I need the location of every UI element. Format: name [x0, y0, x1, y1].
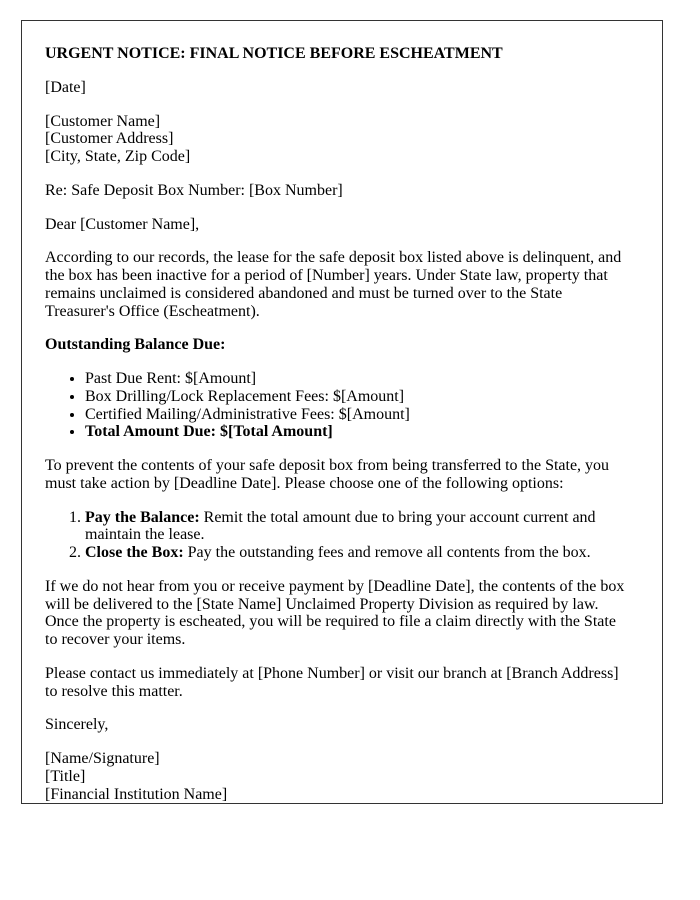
recipient-block: [45, 113, 629, 166]
option-pay-balance-text: Remit the total amount due to bring your account current and maintain the lease.: [85, 508, 596, 544]
closing: Sincerely,: [45, 716, 109, 734]
balance-list: [45, 370, 629, 441]
option-close-box-text: Pay the outstanding fees and remove all contents from the box.: [183, 544, 591, 561]
option-close-box-label: Close the Box:: [85, 544, 184, 561]
intro-paragraph: According to our records, the lease for the safe deposit box listed above is delinquent, and the box has been inactive for a period of [Number] years. Under State law, property that remains unclaimed is considered abandoned and must be turned over to the State Treasurer's Office (Escheatment).: [45, 249, 622, 320]
consequence-paragraph: If we do not hear from you or receive payment by [Deadline Date], the contents of the box will be delivered to the [State Name] Unclaimed Property Division as required by law. Once the property is escheated, you will be required to file a claim directly with the State to recover your items.: [45, 577, 625, 648]
signature-block: [45, 750, 629, 803]
signature-institution: [Financial Institution Name]: [45, 785, 228, 803]
recipient-name: [Customer Name]: [45, 112, 161, 130]
option-pay-balance-label: Pay the Balance:: [85, 508, 200, 526]
action-paragraph: To prevent the contents of your safe deposit box from being transferred to the State, you must take action by [Deadline Date]. Please choose one of the following options:: [45, 457, 610, 492]
signature-name: [Name/Signature]: [45, 750, 160, 767]
options-list: [45, 509, 629, 562]
recipient-address: [Customer Address]: [45, 130, 174, 148]
balance-item-drilling-fees: • Box Drilling/Lock Replacement Fees: $[Amount]: [85, 388, 629, 406]
balance-item-mailing-fees: • Certified Mailing/Administrative Fees: $[Amount]: [85, 406, 629, 424]
letter-title: URGENT NOTICE: FINAL NOTICE BEFORE ESCHEATMENT: [45, 45, 503, 62]
balance-heading: Outstanding Balance Due:: [45, 336, 226, 354]
letter-container: [21, 20, 663, 804]
option-pay-balance: [85, 509, 629, 545]
signature-title: [Title]: [45, 767, 86, 785]
option-close-box: [85, 544, 629, 562]
balance-item-total: • Total Amount Due: $[Total Amount]: [85, 423, 629, 441]
recipient-city-state-zip: [City, State, Zip Code]: [45, 148, 191, 165]
contact-paragraph: Please contact us immediately at [Phone Number] or visit our branch at [Branch Address] to resolve this matter.: [45, 664, 619, 700]
re-line: Re: Safe Deposit Box Number: [Box Number]: [45, 181, 343, 199]
date-placeholder: [Date]: [45, 78, 86, 96]
balance-item-past-due-rent: • Past Due Rent: $[Amount]: [85, 370, 629, 388]
salutation: Dear [Customer Name],: [45, 215, 200, 233]
